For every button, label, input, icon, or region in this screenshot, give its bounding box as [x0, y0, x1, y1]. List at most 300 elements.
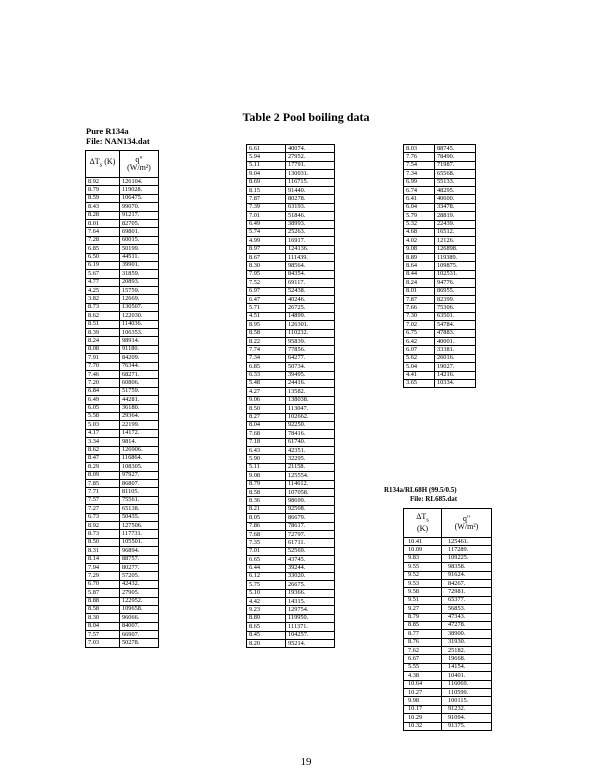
cell-heat-flux: 14216. [435, 371, 476, 379]
table-row [247, 304, 335, 312]
cell-heat-flux: 66907. [120, 631, 159, 639]
cell-delta-t: 5.03 [86, 421, 120, 429]
cell-delta-t: 7.71 [86, 488, 120, 496]
cell-heat-flux: 39901. [120, 261, 159, 269]
cell-delta-t: 10.32 [404, 722, 442, 730]
table-row [404, 245, 476, 253]
cell-delta-t: 7.95 [247, 270, 286, 278]
cell-heat-flux: 97927. [120, 471, 159, 479]
table-row [247, 161, 335, 169]
cell-delta-t: 8.73 [86, 303, 120, 311]
cell-delta-t: 9.06 [247, 396, 286, 404]
table-row [404, 714, 492, 722]
table-row [404, 237, 476, 245]
cell-heat-flux: 50199. [120, 245, 159, 253]
table-row [86, 186, 159, 194]
cell-heat-flux: 54784. [435, 321, 476, 329]
cell-delta-t: 10.17 [404, 705, 442, 713]
table-row [247, 631, 335, 639]
cell-delta-t: 5.55 [404, 663, 442, 671]
table-row [86, 429, 159, 437]
cell-delta-t: 8.08 [86, 345, 120, 353]
cell-heat-flux: 119389. [435, 254, 476, 262]
cell-heat-flux: 75306. [435, 304, 476, 312]
cell-delta-t: 8.85 [404, 621, 442, 629]
cell-heat-flux: 119028. [120, 186, 159, 194]
table-row [247, 321, 335, 329]
cell-heat-flux: 102662. [286, 413, 335, 421]
table-row [247, 388, 335, 396]
cell-heat-flux: 26725. [286, 304, 335, 312]
cell-delta-t: 5.71 [247, 304, 286, 312]
table-row [86, 513, 159, 521]
cell-heat-flux: 81105. [120, 488, 159, 496]
table-row [86, 329, 159, 337]
cell-heat-flux: 69801. [120, 228, 159, 236]
cell-heat-flux: 106475. [120, 194, 159, 202]
table-row [86, 261, 159, 269]
cell-delta-t: 5.04 [404, 363, 435, 371]
cell-heat-flux: 126301. [286, 321, 335, 329]
cell-delta-t: 10.27 [404, 689, 442, 697]
cell-delta-t: 8.43 [86, 203, 120, 211]
cell-heat-flux: 122030. [120, 312, 159, 320]
cell-heat-flux: 86679. [286, 514, 335, 522]
table-row [247, 589, 335, 597]
cell-delta-t: 8.04 [247, 421, 286, 429]
cell-heat-flux: 16512. [435, 228, 476, 236]
cell-delta-t: 5.79 [404, 212, 435, 220]
cell-heat-flux: 130507. [120, 303, 159, 311]
cell-heat-flux: 125461. [442, 538, 492, 546]
cell-heat-flux: 60806. [120, 379, 159, 387]
cell-delta-t: 8.09 [86, 471, 120, 479]
cell-delta-t: 6.74 [404, 186, 435, 194]
cell-delta-t: 9.51 [404, 596, 442, 604]
cell-delta-t: 5.94 [247, 153, 286, 161]
cell-heat-flux: 122952. [120, 597, 159, 605]
cell-delta-t: 8.20 [247, 640, 286, 648]
cell-heat-flux: 88745. [435, 145, 476, 153]
table-row [86, 446, 159, 454]
cell-delta-t: 7.68 [247, 530, 286, 538]
cell-heat-flux: 98699. [286, 497, 335, 505]
cell-delta-t: 8.62 [86, 446, 120, 454]
table-row [247, 623, 335, 631]
cell-heat-flux: 25182. [442, 647, 492, 655]
cell-delta-t: 5.67 [86, 270, 120, 278]
table-row [404, 596, 492, 604]
cell-heat-flux: 63501. [435, 312, 476, 320]
cell-heat-flux: 100115. [442, 697, 492, 705]
table-row [86, 530, 159, 538]
cell-delta-t: 3.82 [86, 295, 120, 303]
cell-heat-flux: 50435. [120, 513, 159, 521]
cell-delta-t: 7.91 [86, 354, 120, 362]
cell-delta-t: 8.45 [247, 631, 286, 639]
cell-delta-t: 6.07 [404, 346, 435, 354]
cell-heat-flux: 78416. [286, 430, 335, 438]
table-row [247, 279, 335, 287]
cell-heat-flux: 91232. [442, 705, 492, 713]
cell-heat-flux: 31930. [442, 638, 492, 646]
cell-heat-flux: 138038. [286, 396, 335, 404]
cell-heat-flux: 14315. [286, 598, 335, 606]
table-row [86, 614, 159, 622]
cell-heat-flux: 12669. [120, 295, 159, 303]
table-row [86, 463, 159, 471]
table-row [404, 186, 476, 194]
cell-heat-flux: 14899. [286, 312, 335, 320]
table-row [404, 546, 492, 554]
table-row [247, 371, 335, 379]
table-row [404, 363, 476, 371]
table-row [404, 296, 476, 304]
cell-heat-flux: 117731. [120, 530, 159, 538]
table-row [404, 613, 492, 621]
table-row [404, 379, 476, 387]
cell-heat-flux: 84354. [286, 270, 335, 278]
cell-delta-t: 7.86 [247, 522, 286, 530]
table-row [247, 270, 335, 278]
table-row [404, 337, 476, 345]
table-a-body [86, 178, 159, 648]
cell-heat-flux: 40246. [286, 296, 335, 304]
table-row [247, 438, 335, 446]
table-row [247, 640, 335, 648]
cell-heat-flux: 33020. [286, 572, 335, 580]
cell-heat-flux: 72981. [442, 588, 492, 596]
table-row [86, 412, 159, 420]
cell-delta-t: 8.39 [86, 329, 120, 337]
table-row [404, 178, 476, 186]
cell-delta-t: 4.25 [86, 287, 120, 295]
table-row [404, 571, 492, 579]
cell-heat-flux: 61740. [286, 438, 335, 446]
table-row [247, 254, 335, 262]
table-row [86, 589, 159, 597]
cell-delta-t: 8.22 [247, 337, 286, 345]
cell-delta-t: 9.52 [404, 571, 442, 579]
cell-delta-t: 8.50 [247, 405, 286, 413]
table-row [86, 471, 159, 479]
table-row [86, 639, 159, 647]
cell-heat-flux: 91180. [120, 345, 159, 353]
cell-delta-t: 7.03 [86, 639, 120, 647]
table-row [86, 362, 159, 370]
cell-heat-flux: 84267. [442, 579, 492, 587]
cell-heat-flux: 130031. [286, 170, 335, 178]
cell-delta-t: 8.92 [86, 178, 120, 186]
table-row [86, 480, 159, 488]
cell-heat-flux: 26016. [435, 354, 476, 362]
cell-delta-t: 7.34 [247, 354, 286, 362]
cell-delta-t: 8.24 [404, 279, 435, 287]
cell-heat-flux: 16917. [286, 237, 335, 245]
cell-heat-flux: 98564. [286, 262, 335, 270]
cell-delta-t: 5.62 [404, 354, 435, 362]
cell-delta-t: 8.64 [404, 262, 435, 270]
cell-heat-flux: 84007. [120, 622, 159, 630]
cell-delta-t: 7.94 [86, 563, 120, 571]
cell-delta-t: 8.59 [86, 194, 120, 202]
cell-delta-t: 7.66 [404, 304, 435, 312]
table-row [86, 538, 159, 546]
cell-delta-t: 8.76 [404, 638, 442, 646]
cell-delta-t: 8.03 [404, 145, 435, 153]
cell-heat-flux: 92250. [286, 421, 335, 429]
cell-heat-flux: 10401. [442, 672, 492, 680]
cell-heat-flux: 42432. [120, 580, 159, 588]
table-row [86, 203, 159, 211]
cell-heat-flux: 102531. [435, 270, 476, 278]
cell-heat-flux: 114036. [120, 320, 159, 328]
table-row [86, 211, 159, 219]
cell-heat-flux: 111371. [286, 623, 335, 631]
cell-delta-t: 10.29 [404, 714, 442, 722]
cell-delta-t: 9.83 [404, 554, 442, 562]
cell-heat-flux: 71987. [435, 161, 476, 169]
cell-delta-t: 7.34 [404, 170, 435, 178]
cell-delta-t: 4.02 [404, 237, 435, 245]
cell-delta-t: 8.58 [86, 605, 120, 613]
cell-delta-t: 8.27 [247, 413, 286, 421]
table-row [86, 370, 159, 378]
table-row [404, 588, 492, 596]
table-row [247, 539, 335, 547]
table-row [86, 572, 159, 580]
cell-delta-t: 8.79 [404, 613, 442, 621]
cell-heat-flux: 38900. [442, 630, 492, 638]
table-row [247, 363, 335, 371]
cell-delta-t: 5.11 [247, 463, 286, 471]
cell-heat-flux: 19027. [435, 363, 476, 371]
cell-delta-t: 8.97 [247, 245, 286, 253]
table-row [404, 228, 476, 236]
table-row [86, 496, 159, 504]
cell-delta-t: 8.01 [404, 287, 435, 295]
table-row [404, 621, 492, 629]
table-row [86, 421, 159, 429]
cell-delta-t: 4.68 [404, 228, 435, 236]
cell-heat-flux: 96066. [120, 614, 159, 622]
table-row [247, 287, 335, 295]
cell-heat-flux: 22439. [435, 220, 476, 228]
cell-delta-t: 4.17 [86, 429, 120, 437]
cell-heat-flux: 68271. [120, 370, 159, 378]
cell-heat-flux: 52438. [286, 287, 335, 295]
table-row [86, 253, 159, 261]
table-row [86, 228, 159, 236]
cell-delta-t: 8.65 [247, 623, 286, 631]
cell-delta-t: 7.02 [404, 321, 435, 329]
table-row [86, 219, 159, 227]
cell-heat-flux: 14154. [442, 663, 492, 671]
cell-heat-flux: 92508. [286, 505, 335, 513]
cell-heat-flux: 26675. [286, 581, 335, 589]
cell-heat-flux: 47883. [435, 329, 476, 337]
table-row [86, 547, 159, 555]
cell-heat-flux: 106353. [120, 329, 159, 337]
table-row [247, 379, 335, 387]
table-row [247, 489, 335, 497]
table-row [247, 447, 335, 455]
cell-delta-t: 4.38 [404, 672, 442, 680]
cell-heat-flux: 65138. [120, 505, 159, 513]
cell-heat-flux: 91440. [286, 186, 335, 194]
cell-heat-flux: 72797. [286, 530, 335, 538]
table-row [86, 555, 159, 563]
cell-delta-t: 6.65 [247, 556, 286, 564]
cell-heat-flux: 39244. [286, 564, 335, 572]
cell-heat-flux: 19668. [442, 655, 492, 663]
cell-delta-t: 7.28 [86, 236, 120, 244]
table-row [404, 279, 476, 287]
cell-delta-t: 7.64 [86, 228, 120, 236]
table-row [247, 472, 335, 480]
cell-delta-t: 6.61 [247, 145, 286, 153]
table-row [247, 514, 335, 522]
table-row [404, 563, 492, 571]
cell-delta-t: 9.98 [404, 697, 442, 705]
cell-delta-t: 8.30 [86, 614, 120, 622]
cell-heat-flux: 36180. [120, 404, 159, 412]
cell-heat-flux: 57205. [120, 572, 159, 580]
cell-heat-flux: 61711. [286, 539, 335, 547]
cell-delta-t: 6.75 [404, 329, 435, 337]
table-row [86, 387, 159, 395]
cell-heat-flux: 77856. [286, 346, 335, 354]
cell-heat-flux: 15759. [120, 287, 159, 295]
table-row [247, 145, 335, 153]
table-row [404, 203, 476, 211]
table-row [404, 663, 492, 671]
cell-delta-t: 7.87 [247, 195, 286, 203]
cell-delta-t: 5.75 [247, 581, 286, 589]
table-row [404, 354, 476, 362]
cell-delta-t: 6.43 [247, 447, 286, 455]
cell-delta-t: 9.55 [404, 563, 442, 571]
table-row [404, 538, 492, 546]
table-row [86, 236, 159, 244]
cell-heat-flux: 10334. [435, 379, 476, 387]
table-row [247, 430, 335, 438]
cell-heat-flux: 14172. [120, 429, 159, 437]
cell-heat-flux: 12126. [435, 237, 476, 245]
cell-delta-t: 6.49 [86, 396, 120, 404]
table-row [86, 454, 159, 462]
cell-heat-flux: 55133. [435, 178, 476, 186]
cell-heat-flux: 48295. [435, 186, 476, 194]
cell-heat-flux: 65377. [442, 596, 492, 604]
cell-heat-flux: 129754. [286, 606, 335, 614]
cell-heat-flux: 52569. [286, 547, 335, 555]
data-table-a [85, 150, 159, 648]
cell-delta-t: 8.14 [86, 555, 120, 563]
cell-delta-t: 7.76 [404, 153, 435, 161]
cell-heat-flux: 32295. [286, 455, 335, 463]
cell-delta-t: 6.04 [404, 203, 435, 211]
table-row [404, 630, 492, 638]
column-header-delta-t: $\Delta T_s$ (K) [86, 151, 120, 178]
cell-heat-flux: 109225. [442, 554, 492, 562]
table-row [86, 320, 159, 328]
cell-heat-flux: 28819. [435, 212, 476, 220]
table-row [86, 488, 159, 496]
cell-delta-t: 4.51 [247, 312, 286, 320]
cell-heat-flux: 50278. [120, 639, 159, 647]
cell-heat-flux: 114612. [286, 480, 335, 488]
cell-delta-t: 10.41 [404, 538, 442, 546]
cell-heat-flux: 19366. [286, 589, 335, 597]
cell-delta-t: 4.77 [86, 278, 120, 286]
cell-heat-flux: 82705. [120, 219, 159, 227]
table-row [247, 556, 335, 564]
cell-heat-flux: 39495. [286, 371, 335, 379]
cell-delta-t: 7.70 [86, 362, 120, 370]
cell-heat-flux: 95839. [286, 337, 335, 345]
table-row [404, 680, 492, 688]
table-row [247, 522, 335, 530]
cell-delta-t: 6.12 [247, 572, 286, 580]
cell-delta-t: 7.54 [404, 161, 435, 169]
cell-heat-flux: 51759. [120, 387, 159, 395]
cell-heat-flux: 25263. [286, 228, 335, 236]
cell-delta-t: 8.44 [404, 270, 435, 278]
table-row [86, 270, 159, 278]
table-row [86, 631, 159, 639]
cell-delta-t: 8.73 [86, 530, 120, 538]
cell-heat-flux: 91375. [442, 722, 492, 730]
cell-delta-t: 8.31 [86, 547, 120, 555]
cell-delta-t: 7.85 [86, 480, 120, 488]
table-row [247, 212, 335, 220]
cell-heat-flux: 13582. [286, 388, 335, 396]
cell-delta-t: 7.20 [86, 379, 120, 387]
table-row [404, 554, 492, 562]
table-row [86, 278, 159, 286]
cell-delta-t: 7.68 [247, 430, 286, 438]
cell-delta-t: 7.57 [86, 631, 120, 639]
cell-heat-flux: 40001. [435, 337, 476, 345]
table-d-body [404, 538, 492, 731]
cell-heat-flux: 33478. [435, 203, 476, 211]
cell-delta-t: 6.50 [86, 253, 120, 261]
table-row [247, 405, 335, 413]
cell-heat-flux: 126104. [120, 178, 159, 186]
cell-delta-t: 6.49 [247, 220, 286, 228]
cell-heat-flux: 65568. [435, 170, 476, 178]
table-row [86, 580, 159, 588]
cell-heat-flux: 50734. [286, 363, 335, 371]
cell-heat-flux: 108305. [120, 463, 159, 471]
table-row [247, 413, 335, 421]
table-row [404, 254, 476, 262]
cell-delta-t: 5.87 [86, 589, 120, 597]
cell-heat-flux: 40074. [286, 145, 335, 153]
table-row [404, 287, 476, 295]
cell-delta-t: 6.33 [247, 371, 286, 379]
cell-heat-flux: 116715. [286, 178, 335, 186]
cell-heat-flux: 51846. [286, 212, 335, 220]
cell-delta-t: 6.70 [86, 580, 120, 588]
table-row [86, 597, 159, 605]
cell-delta-t: 5.10 [247, 589, 286, 597]
cell-delta-t: 6.19 [86, 261, 120, 269]
cell-heat-flux: 113047. [286, 405, 335, 413]
table-row [86, 563, 159, 571]
cell-delta-t: 6.84 [86, 387, 120, 395]
